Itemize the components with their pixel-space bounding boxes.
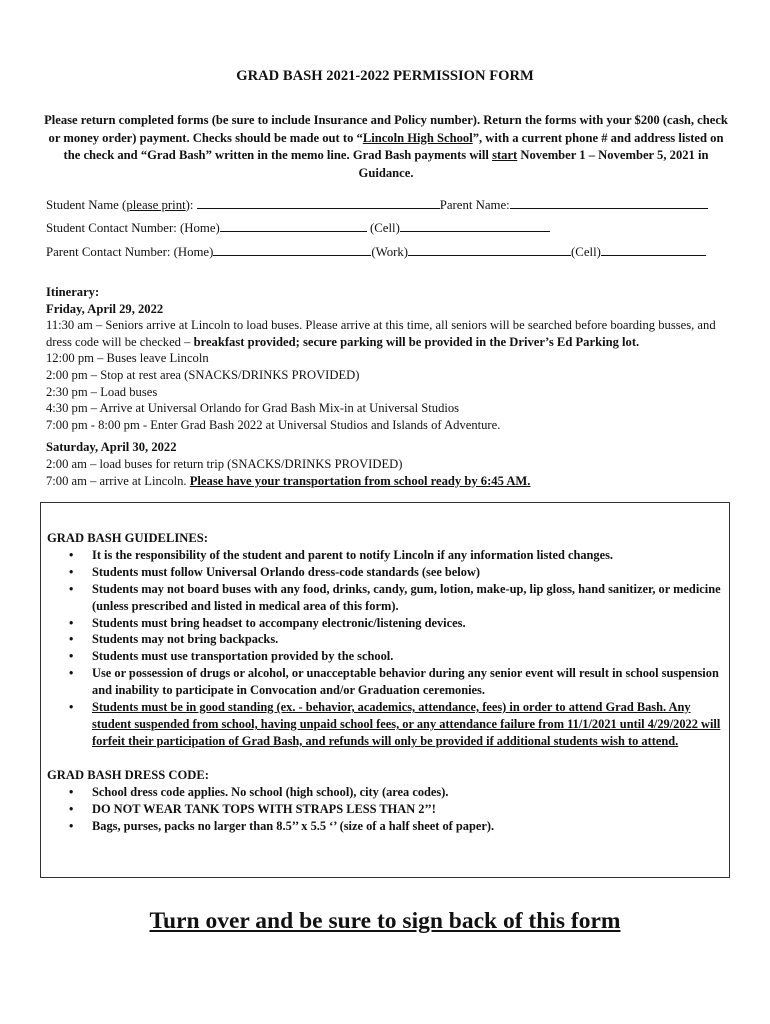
guideline-text: Students must use transportation provided by the school. [92, 649, 394, 664]
bullet-icon: • [69, 615, 74, 630]
intro-text-1: Please return completed forms (be sure to include Insurance and Policy number). Return the forms with your $200 (cash, check or money order) payment. Checks should be made out to “ [44, 113, 728, 145]
dress-code-list [47, 784, 723, 835]
parent-name-field[interactable] [510, 195, 708, 209]
arrival-bold-note: breakfast provided; secure parking will be provided in the Driver’s Ed Parking lot. [193, 334, 640, 349]
student-name-field[interactable] [197, 195, 440, 209]
parent-home-phone-field[interactable] [213, 242, 371, 256]
dress-code-text: School dress code applies. No school (high school), city (area codes). [92, 784, 449, 799]
parent-cell-label: (Cell) [571, 245, 601, 259]
bullet-icon: • [69, 700, 74, 715]
student-contact-row [46, 218, 736, 237]
guideline-text: Students may not board buses with any food, drinks, candy, gum, lotion, make-up, lip gloss, hand sanitizer, or medicine (unless prescribed and listed in medical area of this form). [92, 581, 721, 613]
dress-code-text: Bags, purses, packs no larger than 8.5’’ x 5.5 ‘’ (size of a half sheet of paper). [92, 818, 495, 833]
parent-contact-label: Parent Contact Number: (Home) [46, 245, 214, 259]
bullet-icon: • [69, 564, 74, 579]
parent-cell-phone-field[interactable] [601, 242, 706, 256]
form-title: GRAD BASH 2021-2022 PERMISSION FORM [236, 68, 534, 84]
parent-contact-row [46, 242, 736, 261]
transport-note: Please have your transportation from school ready by 6:45 AM. [189, 473, 531, 488]
dress-code-text: DO NOT WEAR TANK TOPS WITH STRAPS LESS THAN 2’’! [92, 801, 436, 816]
guideline-text: Students must be in good standing (ex. - behavior, academics, attendance, fees) in order to attend Grad Bash. Any student suspended from school, having unpaid school fees, or any attendance failure from 11/1/2021 until 4/29/2022 will forfeit their participation of Grad Bash, and refunds will only be provided if additional students wish to attend. [92, 700, 721, 748]
itinerary [46, 284, 736, 489]
parent-work-label: (Work) [371, 245, 409, 259]
arrival-text: 11:30 am – Seniors arrive at Lincoln to load buses. Please arrive at this time, all seniors will be searched before boarding busses, and dress code will be checked – [46, 318, 716, 349]
dress-code-item [47, 818, 723, 835]
friday-date: Friday, April 29, 2022 [46, 301, 164, 316]
itinerary-item: 12:00 pm – Buses leave Lincoln [46, 351, 209, 366]
guideline-text: Use or possession of drugs or alcohol, or unacceptable behavior during any senior event will result in school suspension and inability to participate in Convocation and/or Graduation ceremonies. [92, 666, 719, 698]
itinerary-item: 2:00 pm – Stop at rest area (SNACKS/DRINKS PROVIDED) [46, 367, 360, 382]
itinerary-item: 4:30 pm – Arrive at Universal Orlando for Grad Bash Mix-in at Universal Studios [46, 401, 460, 416]
start-word: start [492, 148, 518, 162]
guideline-item [47, 615, 723, 632]
student-name-label: Student Name ( [46, 198, 127, 212]
student-contact-label: Student Contact Number: (Home) [46, 221, 220, 235]
bullet-icon: • [69, 818, 74, 833]
guidelines-list [47, 547, 723, 750]
guideline-text: Students may not bring backpacks. [92, 632, 279, 647]
student-name-label-end: ): [185, 198, 194, 212]
student-cell-phone-field[interactable] [400, 218, 550, 232]
footer-instruction: Turn over and be sure to sign back of this form [149, 908, 621, 934]
guidelines-box [40, 502, 730, 878]
guideline-item [47, 631, 723, 648]
student-name-row [46, 195, 736, 214]
guideline-item [47, 547, 723, 564]
school-name: Lincoln High School [362, 130, 473, 145]
guideline-item [47, 699, 723, 750]
parent-work-phone-field[interactable] [408, 242, 571, 256]
itinerary-heading: Itinerary: [46, 285, 100, 299]
dress-code-heading: GRAD BASH DRESS CODE: [47, 767, 209, 782]
bullet-icon: • [69, 632, 74, 647]
arrive-lincoln-text: 7:00 am – arrive at Lincoln. [46, 473, 190, 488]
intro-instructions [42, 112, 730, 182]
please-print-label: please print [126, 198, 186, 212]
itinerary-item: 2:30 pm – Load buses [46, 384, 158, 399]
dress-code-item [47, 784, 723, 801]
guideline-text: Students must follow Universal Orlando dress-code standards (see below) [92, 564, 481, 579]
bullet-icon: • [69, 581, 74, 596]
bullet-icon: • [69, 801, 74, 816]
arrival-instructions [46, 317, 736, 350]
bullet-icon: • [69, 784, 74, 799]
itinerary-item: 7:00 pm - 8:00 pm - Enter Grad Bash 2022 at Universal Studios and Islands of Adventure. [46, 417, 501, 432]
guideline-text: It is the responsibility of the student and parent to notify Lincoln if any information listed changes. [92, 547, 614, 562]
guideline-item [47, 581, 723, 615]
student-cell-label: (Cell) [370, 221, 400, 235]
saturday-date: Saturday, April 30, 2022 [46, 440, 177, 455]
intro-text-2: ”, with a current phone # and address listed on the check and “Grad Bash” written in the memo line. Grad Bash payments will [63, 130, 724, 162]
itinerary-item: 2:00 am – load buses for return trip (SNACKS/DRINKS PROVIDED) [46, 456, 403, 471]
guidelines-heading: GRAD BASH GUIDELINES: [47, 531, 208, 545]
guidelines-content [47, 530, 723, 834]
parent-name-label: Parent Name: [439, 198, 510, 212]
dress-code-item [47, 801, 723, 818]
bullet-icon: • [69, 666, 74, 681]
bullet-icon: • [69, 547, 74, 562]
guideline-text: Students must bring headset to accompany electronic/listening devices. [92, 615, 466, 630]
guideline-item [47, 648, 723, 665]
student-home-phone-field[interactable] [220, 218, 367, 232]
bullet-icon: • [69, 649, 74, 664]
itinerary-item [46, 473, 736, 490]
intro-text-3: November 1 – November 5, 2021 in Guidance. [358, 148, 709, 180]
guideline-item [47, 665, 723, 699]
guideline-item [47, 564, 723, 581]
